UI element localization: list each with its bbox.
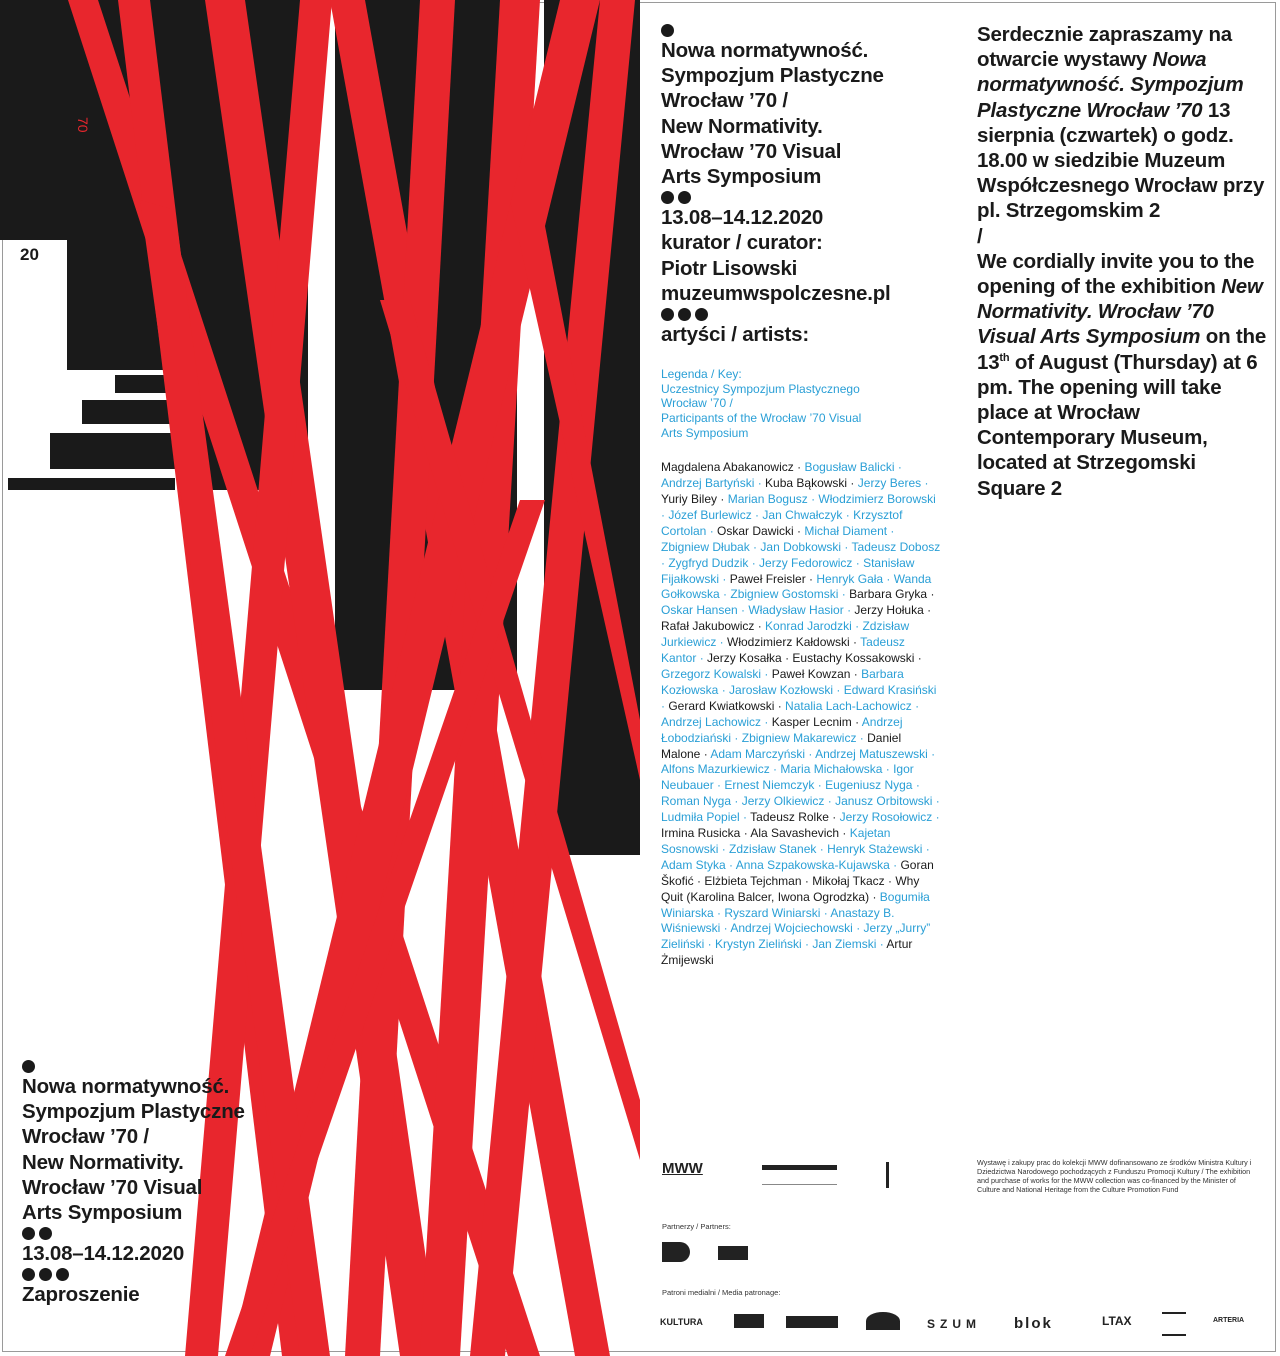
artist-separator: ·	[696, 651, 708, 666]
artist-separator: ·	[761, 666, 772, 681]
artist-name: Elżbieta Tejchman	[704, 873, 802, 888]
ltax-logo: LTAX	[1102, 1314, 1132, 1328]
artist-separator: ·	[706, 523, 718, 538]
artist-separator: ·	[921, 476, 929, 491]
artist-separator: ·	[718, 841, 730, 856]
artist-name: Ala Savashevich	[750, 826, 840, 841]
artist-name: Anastazy B. Wiśniewski	[661, 905, 895, 936]
bottom-dates: 13.08–14.12.2020	[22, 1242, 185, 1266]
artist-separator: ·	[852, 555, 864, 570]
title-line: Nowa normatywność.	[661, 39, 869, 62]
artist-name: Goran Škofić	[661, 857, 934, 888]
artist-name: Irmina Rusicka	[661, 826, 741, 841]
artist-separator: ·	[887, 523, 895, 538]
artist-separator: ·	[740, 826, 751, 841]
invitation-text	[977, 22, 1269, 501]
artist-name: Wanda Gołkowska	[661, 571, 932, 602]
website-link[interactable]: muzeumwspolczesne.pl	[661, 281, 891, 305]
artist-name: Józef Burlewicz	[668, 507, 752, 522]
exhibition-dates: 13.08–14.12.2020	[661, 206, 824, 230]
invitation-pl: Serdecznie zapraszamy na otwarcie wystawy	[977, 23, 1232, 72]
artist-separator: ·	[716, 635, 728, 650]
artist-name: Jan Chwałczyk	[762, 507, 843, 522]
artist-separator: ·	[731, 730, 742, 745]
artists-list	[661, 460, 941, 969]
bullet-three	[22, 1266, 322, 1282]
artist-name: Barbara Gryka	[849, 587, 928, 602]
artist-name: Edward Krasiński	[843, 682, 937, 697]
artist-name: Ernest Niemczyk	[724, 778, 815, 793]
artist-separator: ·	[851, 714, 862, 729]
artist-name: Yuriy Biley	[661, 492, 718, 507]
artist-name: Henryk Stażewski	[827, 841, 923, 856]
artist-separator: ·	[839, 826, 850, 841]
exhibition-title	[661, 38, 961, 189]
artist-separator: ·	[737, 603, 749, 618]
bullet-one	[661, 22, 961, 38]
artist-separator: ·	[749, 539, 761, 554]
artist-separator: ·	[748, 555, 760, 570]
artist-name: Marian Bogusz	[727, 492, 808, 507]
artist-separator: ·	[828, 810, 840, 825]
artist-name: Natalia Lach-Lachowicz	[785, 698, 912, 713]
invitation-en-details: of August (Thursday) at 6 pm. The opening will take place at Wrocław Contemporary Museum, located at Strzegomski Square 2	[977, 350, 1258, 500]
artist-name: Janusz Orbitowski	[835, 794, 933, 809]
legend	[661, 367, 961, 440]
artist-name: Włodzimierz Borowski	[818, 492, 936, 507]
artist-name: Paweł Kowzan	[771, 666, 851, 681]
artist-separator: ·	[912, 778, 920, 793]
artist-separator: ·	[922, 841, 930, 856]
artist-name: Krystyn Zieliński	[715, 937, 802, 952]
curator-label: kurator / curator:	[661, 231, 823, 255]
title-line: Arts Symposium	[22, 1201, 183, 1225]
artist-name: Tadeusz Kantor	[661, 635, 905, 666]
artist-name: Andrzej Łobodziański	[661, 714, 903, 745]
invitation-en-title: New Normativity. Wrocław ’70 Visual Arts Symposium	[977, 275, 1263, 349]
artist-separator: ·	[927, 746, 936, 761]
artist-name: Kasper Lecnim	[771, 714, 852, 729]
media-label: Patroni medialni / Media patronage:	[662, 1288, 781, 1297]
artist-name: Kajetan Sosnowski	[661, 826, 891, 856]
artist-name: Daniel Malone	[661, 730, 902, 761]
artist-name: Andrzej Wojciechowski	[730, 921, 853, 936]
bullet-one	[22, 1058, 322, 1074]
artist-separator: ·	[894, 460, 902, 475]
artist-separator: ·	[774, 698, 786, 713]
artist-name: Zygfryd Dudzik	[668, 555, 749, 570]
funding-note: Wystawę i zakupy prac do kolekcji MWW dofinansowano ze środków Ministra Kultury i Dziedzictwa Narodowego pochodzących z Funduszu Promocji Kultury / The exhibition and purchase of works for the MWW collection was co-financed by the Minister of Culture and National Heritage from the Culture Promotion Fund	[977, 1158, 1252, 1194]
artist-name: Ryszard Winiarski	[724, 905, 821, 920]
partners-label: Partnerzy / Partners:	[662, 1222, 731, 1231]
artist-separator: ·	[739, 810, 751, 825]
artist-name: Maria Michałowska	[780, 762, 883, 777]
artist-separator: ·	[793, 460, 805, 475]
title-line: Wrocław ’70 Visual	[661, 139, 842, 163]
title-line: Wrocław ’70 Visual	[22, 1175, 203, 1199]
artist-name: Jarosław Kozłowski	[729, 682, 834, 697]
media-logo	[734, 1314, 764, 1328]
artist-name: Jerzy „Jurry” Zieliński	[661, 921, 931, 952]
invitation-label: Zaproszenie	[22, 1283, 140, 1307]
invitation-separator: /	[977, 224, 983, 248]
title-line: Wrocław ’70 /	[22, 1125, 149, 1149]
legend-line: Arts Symposium	[661, 425, 749, 440]
media-logo	[866, 1312, 900, 1330]
title-line: Arts Symposium	[661, 165, 822, 189]
artist-name: Jerzy Kosałka	[707, 651, 782, 666]
artist-name: Eugeniusz Nyga	[825, 778, 913, 793]
artist-name: Bogumiła Winiarska	[661, 889, 930, 920]
artist-separator: ·	[843, 603, 855, 618]
artist-separator: ·	[876, 937, 887, 952]
artist-separator: ·	[661, 555, 669, 570]
artist-name: Zbigniew Makarewicz	[741, 730, 857, 745]
artist-name: Zbigniew Dłubak	[661, 539, 750, 554]
artist-separator: ·	[883, 571, 894, 586]
artist-name: Adam Styka	[661, 857, 726, 872]
artist-name: Ludmiła Popiel	[661, 810, 740, 825]
artist-name: Paweł Freisler	[729, 571, 806, 586]
artist-separator: ·	[816, 841, 828, 856]
artist-separator: ·	[852, 921, 864, 936]
artist-name: Eustachy Kossakowski	[792, 651, 915, 666]
artist-name: Zbigniew Gostomski	[730, 587, 839, 602]
artist-name: Zdzisław Jurkiewicz	[661, 619, 910, 650]
artist-name: Włodzimierz Kałdowski	[727, 635, 850, 650]
artist-separator: ·	[754, 476, 766, 491]
artist-separator: ·	[661, 698, 669, 713]
artist-name: Jerzy Rosołowicz	[839, 810, 933, 825]
bullet-two	[661, 189, 961, 205]
artist-separator: ·	[720, 921, 731, 936]
artist-name: Gerard Kwiatkowski	[668, 698, 775, 713]
artist-separator: ·	[718, 682, 730, 697]
artist-name: Oskar Hansen	[661, 603, 738, 618]
artist-separator: ·	[932, 810, 940, 825]
artist-separator: ·	[704, 937, 716, 952]
artist-name: Anna Szpakowska-Kujawska	[735, 857, 890, 872]
kultura-logo: KULTURA	[660, 1317, 703, 1327]
artist-separator: ·	[914, 651, 922, 666]
ministry-logo	[762, 1165, 837, 1185]
artist-separator: ·	[842, 507, 854, 522]
artist-separator: ·	[761, 714, 772, 729]
artist-separator: ·	[719, 587, 731, 602]
artist-name: Oskar Dawicki	[717, 523, 794, 538]
artist-name: Jerzy Olkiewicz	[741, 794, 825, 809]
curator-name: Piotr Lisowski	[661, 256, 798, 280]
artist-name: Tadeusz Dobosz	[851, 539, 941, 554]
invitation-pl-details: 13 sierpnia (czwartek) o godz. 18.00 w siedzibie Muzeum Współczesnego Wrocław przy pl. Strzegomskim 2	[977, 98, 1265, 223]
title-line: New Normativity.	[22, 1150, 184, 1174]
media-logo	[786, 1316, 838, 1328]
artist-separator: ·	[932, 794, 940, 809]
partner-logo	[718, 1246, 748, 1260]
artist-name: Władysław Hasior	[748, 603, 844, 618]
artist-separator: ·	[754, 619, 766, 634]
artist-separator: ·	[856, 730, 868, 745]
title-line: Nowa normatywność.	[22, 1075, 230, 1098]
artist-name: Rafał Jakubowicz	[661, 619, 755, 634]
poster-number-70: 70	[75, 117, 91, 133]
artist-name: Bogusław Balicki	[804, 460, 895, 475]
artist-separator: ·	[923, 603, 932, 618]
artist-name: Igor Neubauer	[661, 762, 914, 793]
artist-separator: ·	[889, 857, 901, 872]
invitation-pl-title: Nowa normatywność. Sympozjum Plastyczne Wrocław ’70	[977, 48, 1244, 122]
artist-name: Michał Diament	[804, 523, 888, 538]
artist-separator: ·	[769, 762, 781, 777]
artist-separator: ·	[911, 698, 920, 713]
artist-separator: ·	[814, 778, 826, 793]
artist-separator: ·	[661, 507, 669, 522]
artist-name: Tadeusz Rolke	[750, 810, 829, 825]
artist-name: Krzysztof Cortolan	[661, 507, 903, 538]
artist-separator: ·	[801, 937, 813, 952]
poster-number-20: 20	[20, 245, 39, 264]
szum-logo: SZUM	[927, 1317, 981, 1331]
artist-separator: ·	[833, 682, 844, 697]
title-line: Sympozjum Plastyczne	[22, 1100, 245, 1124]
artist-name: Alfons Mazurkiewicz	[661, 762, 770, 777]
artist-separator: ·	[700, 746, 711, 761]
artist-separator: ·	[719, 571, 730, 586]
artist-separator: ·	[781, 651, 793, 666]
artist-separator: ·	[713, 905, 725, 920]
artist-separator: ·	[841, 539, 852, 554]
artist-separator: ·	[869, 889, 880, 904]
artist-name: Jerzy Fedorowicz	[759, 555, 853, 570]
artist-name: Jerzy Beres	[857, 476, 922, 491]
artist-separator: ·	[731, 794, 742, 809]
invitation-en-sup: th	[999, 351, 1010, 364]
artist-name: Andrzej Bartyński	[661, 476, 755, 491]
artist-separator: ·	[693, 873, 705, 888]
artist-separator: ·	[927, 587, 935, 602]
legend-line: Wrocław ’70 /	[661, 396, 733, 411]
artists-label: artyści / artists:	[661, 323, 809, 347]
artist-name: Why Quit (Karolina Balcer, Iwona Ogrodzka)	[661, 873, 920, 904]
artist-name: Kuba Bąkowski	[765, 476, 848, 491]
artist-name: Artur Żmijewski	[661, 937, 913, 968]
culture-logo	[886, 1162, 933, 1188]
bottom-title-block	[22, 1058, 322, 1308]
artist-separator: ·	[717, 492, 728, 507]
artist-name: Andrzej Lachowicz	[661, 714, 762, 729]
artist-separator: ·	[805, 571, 817, 586]
artist-separator: ·	[849, 635, 861, 650]
partner-logo	[662, 1242, 690, 1262]
bullet-three	[661, 306, 961, 322]
artist-name: Stanisław Fijałkowski	[661, 555, 915, 586]
blok-logo: blok	[1014, 1315, 1053, 1332]
bullet-two	[22, 1225, 322, 1241]
mww-logo: MWW	[662, 1160, 703, 1177]
artist-name: Jan Dobkowski	[760, 539, 842, 554]
artist-separator: ·	[713, 778, 725, 793]
invitation-en-date: on the 13	[977, 325, 1267, 374]
artist-name: Magdalena Abakanowicz	[661, 460, 794, 475]
artist-separator: ·	[847, 476, 858, 491]
title-line: New Normativity.	[661, 114, 823, 138]
artist-name: Henryk Gała	[816, 571, 884, 586]
artist-separator: ·	[751, 507, 763, 522]
invitation-en: We cordially invite you to the opening of the exhibition	[977, 249, 1255, 299]
artist-separator: ·	[807, 492, 819, 507]
arteria-logo: ARTERIA	[1213, 1317, 1245, 1324]
artist-name: Jerzy Hołuka	[854, 603, 924, 618]
title-line: Sympozjum Plastyczne	[661, 64, 884, 88]
artist-name: Jan Ziemski	[812, 937, 877, 952]
artist-separator: ·	[820, 905, 831, 920]
artist-name: Konrad Jarodzki	[765, 619, 852, 634]
artist-separator: ·	[801, 873, 813, 888]
artist-name: Roman Nyga	[661, 794, 732, 809]
artist-separator: ·	[793, 523, 805, 538]
artist-separator: ·	[824, 794, 836, 809]
artist-name: Barbara Kozłowska	[661, 666, 904, 697]
artist-separator: ·	[838, 587, 850, 602]
artist-separator: ·	[882, 762, 894, 777]
legend-line: Legenda / Key:	[661, 367, 742, 382]
media-logo	[1162, 1312, 1186, 1336]
artist-separator: ·	[884, 873, 896, 888]
artist-separator: ·	[725, 857, 736, 872]
artist-name: Zdzisław Stanek	[729, 841, 817, 856]
legend-line: Participants of the Wrocław ’70 Visual	[661, 411, 862, 426]
artist-separator: ·	[805, 746, 816, 761]
exhibition-info	[661, 22, 961, 969]
artist-name: Grzegorz Kowalski	[661, 666, 762, 681]
title-line: Wrocław ’70 /	[661, 89, 788, 113]
artist-separator: ·	[850, 666, 862, 681]
artist-separator: ·	[851, 619, 863, 634]
artist-name: Andrzej Matuszewski	[815, 746, 928, 761]
artist-name: Adam Marczyński	[710, 746, 806, 761]
artist-name: Mikołaj Tkacz	[812, 873, 885, 888]
legend-line: Uczestnicy Sympozjum Plastycznego	[661, 381, 860, 396]
